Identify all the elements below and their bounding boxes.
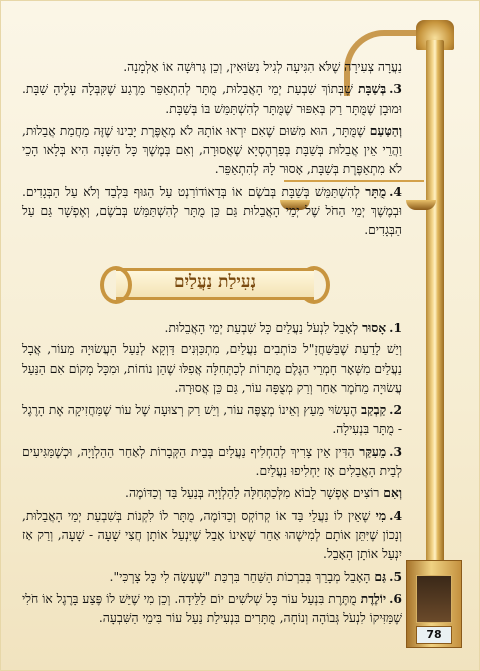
section-title: נְעִילַת נַעֲלַיִם — [173, 272, 256, 292]
section-banner — [100, 262, 330, 300]
paragraph — [22, 442, 402, 482]
paragraph-keyword: וְאִם — [383, 485, 402, 501]
paragraph-number: 4. — [389, 507, 402, 523]
paragraph-text: הָאָבֵל מְבָרֵךְ בְּבִרְכוֹת הַשַּׁחַר בִּרְכַּת "שֶׁעָשָׂה לִי כָּל צָרְכִּי". — [109, 569, 371, 584]
paragraph-keyword: וְהַטַּעַם — [369, 122, 402, 138]
paragraph-text: שֶׁבְּתוֹךְ שִׁבְעַת יְמֵי הָאֲבֵלוּת, מֻתָּר לְהִתְאַפֵּר מֵרֶגַע שֶׁקִּבְּלָה עָלֶיהָ שַׁבָּת. וּמוּבָן שֶׁמֻּתָּר רַק בְּאִפּוּר שֶׁמֻּתָּר לְהִשְׁתַּמֵּשׁ בּוֹ בְּשַׁבָּת. — [22, 82, 402, 116]
paragraph — [22, 400, 402, 440]
paragraph-keyword: בְּשַׁבָּת — [358, 81, 387, 97]
paragraph-number: 4. — [389, 183, 402, 199]
text-block-top — [22, 58, 402, 243]
paragraph — [22, 483, 402, 503]
text-block-bottom — [22, 318, 402, 630]
paragraph — [22, 589, 402, 629]
paragraph-text: הַדִּין אֵין צָרִיךְ לְהַחְלִיף נַעֲלַיִם בְּבֵית הַקְּבָרוֹת לְאַחַר הַהַלְוָיָה, וּכְשֶׁמַּגִּיעִים לְבֵית הָאֲבֵלִים אָז יַחְלִיפוּ נַעֲלַיִם. — [22, 444, 402, 479]
paragraph — [22, 340, 402, 398]
paragraph-keyword: קַבְקַב — [361, 402, 387, 418]
paragraph-number: 3. — [389, 443, 402, 459]
paragraph-text: מֻתֶּרֶת בִּנְעַל עוֹר כָּל שְׁלשִׁים יוֹם לַלֵּידָה. וְכֵן מִי שֶׁיֵּשׁ לוֹ פֶּצַע בָּרֶגֶל אוֹ חֹלִי שֶׁמַּזִּיקוֹ לִנְעֹל גְּבוֹהָה וְנוֹחָה, מֻתָּרִים בִּנְעִילַת נַעַל עוֹר בִּימֵי הַשִּׁבְעָה. — [22, 591, 402, 626]
paragraph-text: נַעֲרָה צְעִירָה שֶׁלֹּא הִגִּיעָה לְגִיל נִשּׂוּאִין, וְכֵן גְּרוּשָׁה אוֹ אַלְמָנָה. — [123, 60, 402, 74]
paragraph-number: 6. — [389, 590, 402, 606]
paragraph-text: שֶׁאֵין לוֹ נַעֲלֵי בַּד אוֹ קְרוֹקְס וְכַדּוֹמֶה, מֻתָּר לוֹ לִקְנוֹת בְּשִׁבְעַת יְמֵי הָאֲבֵלוּת, וְנָכוֹן שֶׁיִּתֵּן אוֹתָם לְמִישֶׁהוּ אַחֵר שֶׁאֵינוֹ אָבֵל שֶׁיִּנְעַל אוֹתָן חֲצִי שָׁעָה - שָׁעָה, וְרַק אַז יִנְעַל אוֹתָן הָאָבֵל. — [22, 508, 402, 562]
paragraph-text: לְהִשְׁתַּמֵּשׁ בְּשַׁבָּת בְּבֹשֶׂם אוֹ בְּדֵאוֹדוֹרַנְט עַל הַגּוּף בִּלְבַד וְלֹא עַל הַבְּגָדִים. וּבְמֶשֶׁךְ יְמֵי הַחֹל שֶׁל יְמֵי הָאֲבֵלוּת גַּם כֵּן מֻתָּר לְהִשְׁתַּמֵּשׁ בְּבֹשֶׂם, וְאֶפְשָׁר גַּם עַל הַבְּגָדִים. — [22, 184, 402, 238]
paragraph-keyword: מֻתָּר — [365, 183, 387, 199]
paragraph-text: וְיֵשׁ לָדַעַת שֶׁבַּשַּׁחֲזָ"ל כּוֹתְבִים נַעֲלַיִם, מִתְכַּוְּנִים דַּוְקָא לְנַעַל הָעֲשׂוּיָה מֵעוֹר, אֲבָל נַעֲלַיִם מִשְּׁאָר חָמְרֵי הַגֶּלֶם מֻתָּרוֹת לְכַתְּחִלָּה אֲפִלּוּ שֶׁהֵן נוֹחוֹת, וּמִכָּל מָקוֹם אִם הַנַּעַל עֲשׂוּיָה מֵחֹמֶר אַחֵר וְרַק מְצֻפָּה עוֹר, גַּם כֵּן אֲסוּרָה. — [22, 342, 402, 395]
page-number: 78 — [416, 626, 452, 644]
paragraph — [22, 79, 402, 119]
carved-panel-ornament — [416, 575, 452, 623]
paragraph-text: רוֹצִים אֶפְשָׁר לָבוֹא מִלְּכַתְּחִלָּה לַהַלְוָיָה בְּנַעַל בַּד וְכַדּוֹמֶה. — [125, 486, 380, 501]
paragraph — [22, 567, 402, 587]
paragraph — [22, 58, 402, 77]
paragraph — [22, 318, 402, 338]
paragraph — [22, 182, 402, 241]
paragraph-keyword: מִי — [375, 507, 387, 523]
paragraph — [22, 506, 402, 565]
paragraph-keyword: אָסוּר — [362, 320, 387, 335]
paragraph-keyword: מֵעִקַּר — [359, 443, 387, 459]
paragraph-keyword: יוֹלֶדֶת — [360, 590, 387, 606]
paragraph-text: לְאָבֵל לִנְעֹל נַעֲלַיִם כָּל שִׁבְעַת יְמֵי הָאֲבֵלוּת. — [164, 321, 359, 335]
paragraph-number: 3. — [389, 81, 402, 97]
paragraph-keyword: גַּם — [374, 568, 387, 584]
paragraph-number: 1. — [389, 320, 402, 335]
paragraph-text: שֶׁמֻּתָּר, הוּא מִשּׁוּם שֶׁאִם יִרְאוּ אוֹתָהּ לֹא מְאֻפֶּרֶת יָבִינוּ שֶׁזֶּה מֵחֲמַת אֲבֵלוּת, וַהֲרֵי אֵין אֲבֵלוּת בְּשַׁבָּת בְּפַרְהֶסְיָא שֶׁאֲסוּרָה, וְאִם בְּמֶשֶׁךְ כָּל הַשָּׁנָה הִיא בְּלָאו הָכֵי לֹא מִתְאַפֶּרֶת בְּשַׁבָּת, אָסוּר לָהּ לְהִתְאַפֵּר. — [22, 123, 402, 177]
paragraph-text: הֶעָשׂוּי מֵעֵץ וְאֵינוֹ מְצֻפֶּה עוֹר, וְיֵשׁ רַק רְצוּעָה שֶׁל עוֹר שֶׁמַּחֲזִיקָה אֶת הָרֶגֶל - מֻתָּר בִּנְעִילָה. — [22, 403, 402, 437]
paragraph-number: 2. — [389, 402, 402, 418]
paragraph — [22, 121, 402, 180]
gold-column-ornament — [426, 40, 444, 600]
paragraph-number: 5. — [389, 568, 402, 584]
